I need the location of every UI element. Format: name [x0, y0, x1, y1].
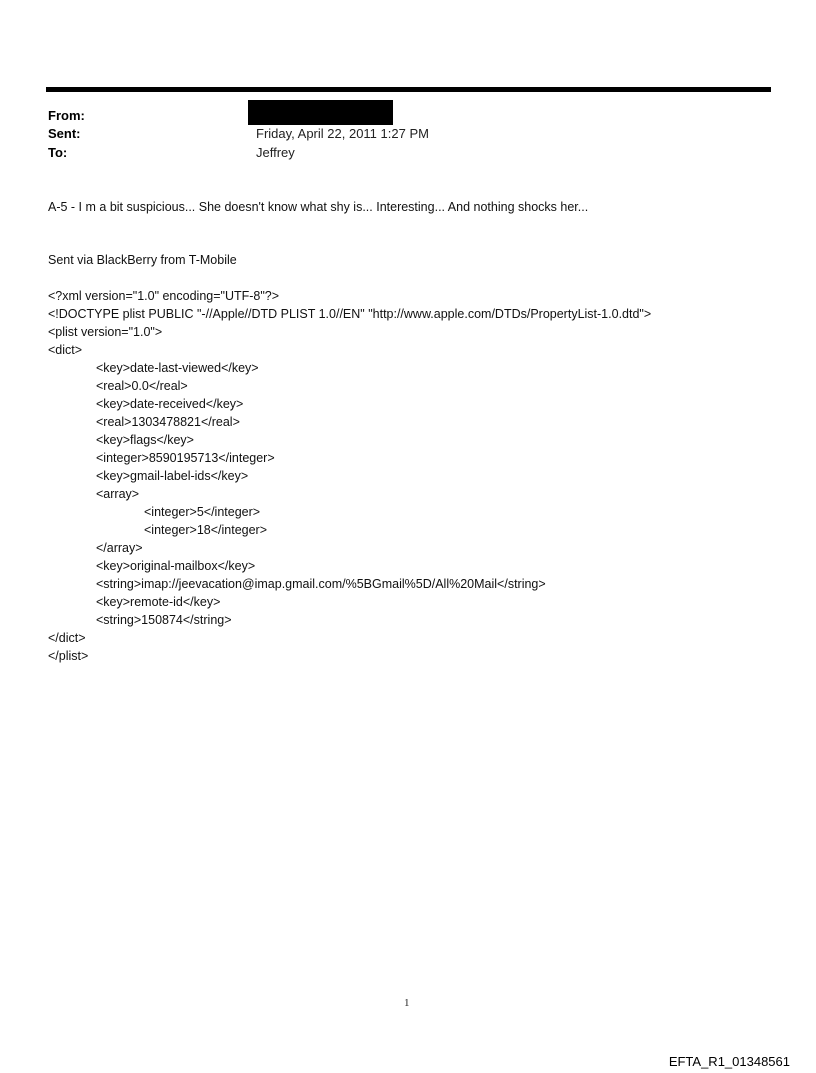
xml-line: <key>flags</key>: [96, 433, 194, 447]
xml-line: <string>150874</string>: [96, 613, 232, 627]
xml-line: <real>0.0</real>: [96, 379, 188, 393]
redacted-sender: [248, 100, 393, 125]
to-value: Jeffrey: [256, 145, 295, 160]
xml-line: <key>date-received</key>: [96, 397, 244, 411]
xml-line: <array>: [96, 487, 140, 501]
xml-line: </array>: [96, 541, 143, 555]
xml-line: <key>date-last-viewed</key>: [96, 361, 259, 375]
page-number: 1: [404, 997, 410, 1009]
xml-line: <dict>: [48, 343, 83, 357]
header-divider: [46, 87, 771, 92]
message-body: A-5 - I m a bit suspicious... She doesn't know what shy is... Interesting... And nothing shocks her...: [48, 200, 589, 214]
xml-line: <?xml version="1.0" encoding="UTF-8"?>: [48, 289, 280, 303]
sent-label: Sent:: [48, 126, 81, 141]
sent-value: Friday, April 22, 2011 1:27 PM: [256, 126, 429, 141]
xml-line: <integer>5</integer>: [144, 505, 261, 519]
plist-xml-block: [48, 287, 651, 665]
xml-line: <real>1303478821</real>: [96, 415, 240, 429]
from-label: From:: [48, 108, 85, 123]
xml-line: <key>gmail-label-ids</key>: [96, 469, 249, 483]
xml-line: <key>remote-id</key>: [96, 595, 221, 609]
document-id: EFTA_R1_01348561: [668, 1054, 790, 1069]
xml-line: <!DOCTYPE plist PUBLIC "-//Apple//DTD PLIST 1.0//EN" "http://www.apple.com/DTDs/PropertyList-1.0.dtd">: [48, 307, 652, 321]
signature: Sent via BlackBerry from T-Mobile: [48, 253, 237, 267]
xml-line: </plist>: [48, 649, 89, 663]
xml-line: <integer>8590195713</integer>: [96, 451, 275, 465]
xml-line: </dict>: [48, 631, 86, 645]
xml-line: <integer>18</integer>: [144, 523, 268, 537]
xml-line: <string>imap://jeevacation@imap.gmail.com/%5BGmail%5D/All%20Mail</string>: [96, 577, 546, 591]
xml-line: <key>original-mailbox</key>: [96, 559, 256, 573]
to-label: To:: [48, 145, 68, 160]
xml-line: <plist version="1.0">: [48, 325, 163, 339]
